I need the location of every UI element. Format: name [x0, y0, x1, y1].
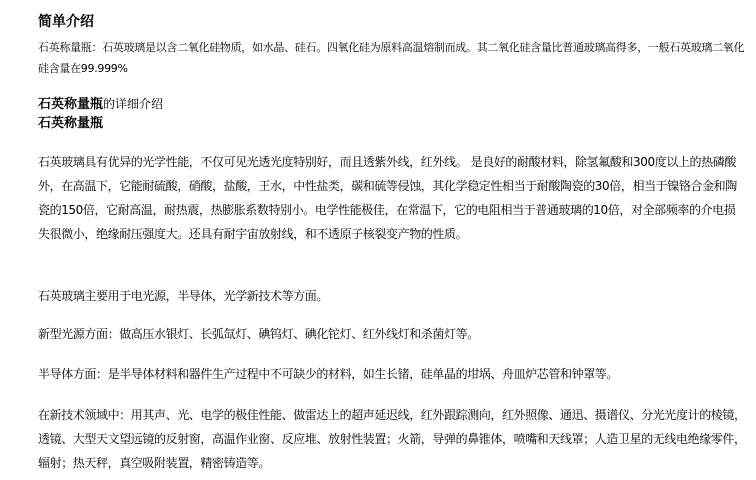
paragraph-properties: 石英玻璃具有优异的光学性能，不仅可见光透光度特别好，而且透紫外线，红外线。 是良好的耐酸材料，除氢氟酸和300度以上的热磷酸外，在高温下，它能耐硫酸，硝酸，盐酸，王水，中性盐类，碳和硫等侵蚀，其化学稳定性相当于耐酸陶瓷的30倍，相当于镍铬合金和陶瓷的150倍，它耐高温，耐热震，热膨胀系数特别小。电学性能极佳，在常温下，它的电阻相当于普通玻璃的10倍，对全部频率的介电损失很微小，绝缘耐压强度大。还具有耐宇宙放射线，和不透原子核裂变产物的性质。 — [38, 155, 737, 241]
paragraph-new-technology: 在新技术领域中：用其声、光、电学的极佳性能、做雷达上的超声延迟线，红外跟踪测向，红外照像、通迅、摄谱仪、分光光度计的棱镜，透镜、大型天文望远镜的反射窗，高温作业窗、反应堆、放射性装置；火箭，导弹的鼻锥体，喷嘴和天线罩；人造卫星的无线电绝缘零件，辐射；热天秤，真空吸附装置，精密铸造等。 — [38, 408, 746, 470]
intro-heading: 简单介绍 — [38, 14, 94, 30]
paragraph-uses: 石英玻璃主要用于电光源，半导体，光学新技术等方面。 — [38, 289, 329, 303]
detail-title: 石英称量瓶 — [38, 116, 104, 131]
detail-heading — [38, 93, 163, 115]
paragraph-light-source: 新型光源方面：做高压水银灯、长弧氙灯、碘钨灯、碘化铊灯、红外线灯和杀菌灯等。 — [38, 327, 479, 341]
detail-heading-product: 石英称量瓶 — [38, 97, 104, 112]
paragraph-semiconductor: 半导体方面：是半导体材料和器件生产过程中不可缺少的材料，如生长锗，硅单晶的坩埚、舟皿炉芯管和钟罩等。 — [38, 367, 619, 381]
intro-text: 石英称量瓶：石英玻璃是以含二氧化硅物质，如水晶、硅石。四氧化硅为原料高温熔制而成。其二氧化硅含量比普通玻璃高得多，一般石英玻璃二氧化硅含量在99.999% — [38, 41, 745, 75]
detail-heading-suffix: 的详细介绍 — [103, 97, 164, 111]
